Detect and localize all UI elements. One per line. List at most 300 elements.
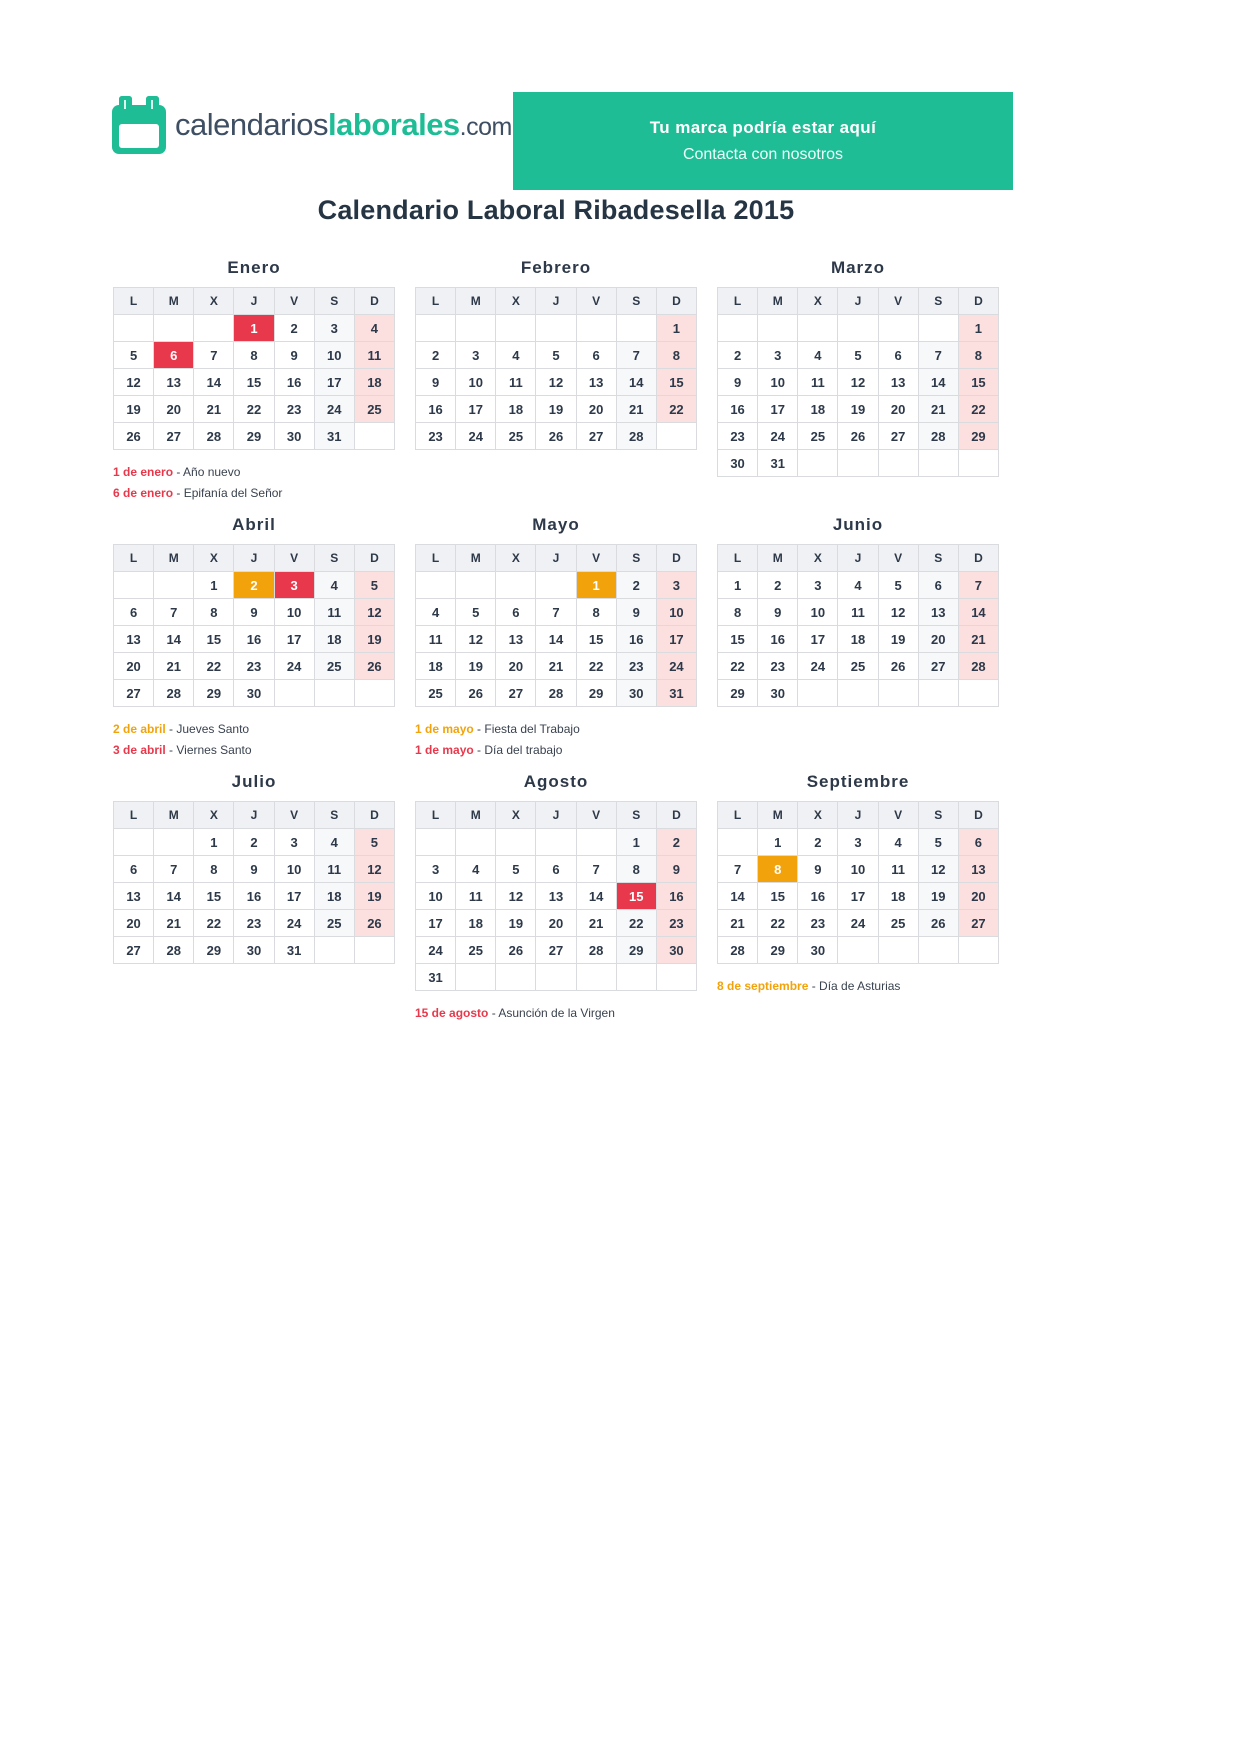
legend-date: 3 de abril xyxy=(113,743,170,757)
day-header-d: D xyxy=(656,288,696,315)
calendar-table-junio xyxy=(717,544,999,707)
day-cell-enero-24: 24 xyxy=(314,396,354,423)
day-cell-septiembre-25: 25 xyxy=(878,910,918,937)
week-row xyxy=(416,829,697,856)
day-cell-febrero-17: 17 xyxy=(456,396,496,423)
day-header-x: X xyxy=(496,545,536,572)
day-cell-agosto-16: 16 xyxy=(656,883,696,910)
day-cell-abril-21: 21 xyxy=(154,653,194,680)
day-cell-junio-10: 10 xyxy=(798,599,838,626)
legend-abril xyxy=(113,719,395,761)
day-cell-mayo-2: 2 xyxy=(616,572,656,599)
empty-cell xyxy=(114,829,154,856)
day-cell-enero-6: 6 xyxy=(154,342,194,369)
day-cell-febrero-18: 18 xyxy=(496,396,536,423)
day-cell-enero-17: 17 xyxy=(314,369,354,396)
empty-cell xyxy=(314,680,354,707)
day-cell-mayo-4: 4 xyxy=(416,599,456,626)
day-cell-enero-4: 4 xyxy=(354,315,394,342)
day-cell-marzo-17: 17 xyxy=(758,396,798,423)
calendar-table-marzo xyxy=(717,287,999,477)
day-cell-enero-26: 26 xyxy=(114,423,154,450)
day-cell-julio-25: 25 xyxy=(314,910,354,937)
empty-cell xyxy=(496,964,536,991)
day-cell-marzo-7: 7 xyxy=(918,342,958,369)
day-cell-junio-24: 24 xyxy=(798,653,838,680)
day-cell-febrero-28: 28 xyxy=(616,423,656,450)
day-cell-agosto-9: 9 xyxy=(656,856,696,883)
week-row xyxy=(718,342,999,369)
empty-cell xyxy=(456,964,496,991)
day-cell-marzo-1: 1 xyxy=(958,315,998,342)
day-header-m: M xyxy=(758,288,798,315)
month-title-junio: Junio xyxy=(832,515,884,534)
empty-cell xyxy=(838,315,878,342)
day-header-l: L xyxy=(416,288,456,315)
empty-cell xyxy=(154,829,194,856)
day-header-d: D xyxy=(656,802,696,829)
day-cell-febrero-19: 19 xyxy=(536,396,576,423)
day-cell-septiembre-23: 23 xyxy=(798,910,838,937)
day-cell-septiembre-4: 4 xyxy=(878,829,918,856)
week-row xyxy=(718,626,999,653)
day-header-j: J xyxy=(536,802,576,829)
day-cell-marzo-19: 19 xyxy=(838,396,878,423)
day-cell-marzo-22: 22 xyxy=(958,396,998,423)
day-cell-junio-15: 15 xyxy=(718,626,758,653)
day-cell-abril-4: 4 xyxy=(314,572,354,599)
week-row xyxy=(416,883,697,910)
empty-cell xyxy=(838,450,878,477)
day-header-v: V xyxy=(878,545,918,572)
day-cell-septiembre-2: 2 xyxy=(798,829,838,856)
day-cell-marzo-2: 2 xyxy=(718,342,758,369)
calendar-table-enero xyxy=(113,287,395,450)
day-header-m: M xyxy=(456,288,496,315)
day-header-x: X xyxy=(496,802,536,829)
day-cell-mayo-16: 16 xyxy=(616,626,656,653)
day-cell-agosto-28: 28 xyxy=(576,937,616,964)
legend-date: 1 de mayo xyxy=(415,722,478,736)
day-cell-enero-21: 21 xyxy=(194,396,234,423)
legend-description: - Año nuevo xyxy=(176,465,241,479)
day-cell-mayo-18: 18 xyxy=(416,653,456,680)
empty-cell xyxy=(576,315,616,342)
month-septiembre xyxy=(717,772,999,1029)
week-row xyxy=(416,937,697,964)
day-cell-marzo-25: 25 xyxy=(798,423,838,450)
day-cell-enero-23: 23 xyxy=(274,396,314,423)
day-cell-abril-8: 8 xyxy=(194,599,234,626)
week-row xyxy=(416,315,697,342)
legend-description: - Asunción de la Virgen xyxy=(491,1006,615,1020)
day-cell-septiembre-13: 13 xyxy=(958,856,998,883)
week-row xyxy=(114,680,395,707)
empty-cell xyxy=(536,829,576,856)
day-cell-agosto-29: 29 xyxy=(616,937,656,964)
day-cell-julio-7: 7 xyxy=(154,856,194,883)
legend-item xyxy=(113,483,395,504)
month-agosto xyxy=(415,772,697,1029)
day-cell-marzo-15: 15 xyxy=(958,369,998,396)
day-cell-julio-30: 30 xyxy=(234,937,274,964)
day-cell-julio-13: 13 xyxy=(114,883,154,910)
week-row xyxy=(114,396,395,423)
empty-cell xyxy=(616,315,656,342)
day-cell-enero-15: 15 xyxy=(234,369,274,396)
day-cell-septiembre-19: 19 xyxy=(918,883,958,910)
legend-item xyxy=(113,719,395,740)
day-cell-mayo-22: 22 xyxy=(576,653,616,680)
day-cell-marzo-9: 9 xyxy=(718,369,758,396)
day-cell-enero-22: 22 xyxy=(234,396,274,423)
day-cell-junio-13: 13 xyxy=(918,599,958,626)
day-cell-febrero-2: 2 xyxy=(416,342,456,369)
day-cell-enero-12: 12 xyxy=(114,369,154,396)
legend-item xyxy=(113,462,395,483)
day-cell-enero-11: 11 xyxy=(354,342,394,369)
day-cell-junio-3: 3 xyxy=(798,572,838,599)
day-header-s: S xyxy=(616,545,656,572)
day-header-v: V xyxy=(274,288,314,315)
day-header-d: D xyxy=(958,545,998,572)
day-cell-mayo-7: 7 xyxy=(536,599,576,626)
day-cell-abril-18: 18 xyxy=(314,626,354,653)
legend-agosto xyxy=(415,1003,697,1024)
day-cell-junio-16: 16 xyxy=(758,626,798,653)
day-cell-marzo-11: 11 xyxy=(798,369,838,396)
day-cell-abril-26: 26 xyxy=(354,653,394,680)
day-header-j: J xyxy=(536,545,576,572)
week-row xyxy=(416,599,697,626)
day-cell-abril-10: 10 xyxy=(274,599,314,626)
day-cell-junio-9: 9 xyxy=(758,599,798,626)
day-cell-septiembre-1: 1 xyxy=(758,829,798,856)
day-cell-julio-26: 26 xyxy=(354,910,394,937)
day-cell-mayo-1: 1 xyxy=(576,572,616,599)
day-cell-enero-31: 31 xyxy=(314,423,354,450)
day-cell-febrero-23: 23 xyxy=(416,423,456,450)
empty-cell xyxy=(758,315,798,342)
day-cell-febrero-9: 9 xyxy=(416,369,456,396)
day-cell-mayo-3: 3 xyxy=(656,572,696,599)
empty-cell xyxy=(496,572,536,599)
day-header-l: L xyxy=(114,802,154,829)
empty-cell xyxy=(416,829,456,856)
day-cell-julio-20: 20 xyxy=(114,910,154,937)
day-cell-febrero-7: 7 xyxy=(616,342,656,369)
day-cell-junio-27: 27 xyxy=(918,653,958,680)
day-cell-julio-19: 19 xyxy=(354,883,394,910)
week-row xyxy=(114,653,395,680)
week-row xyxy=(416,964,697,991)
day-cell-julio-15: 15 xyxy=(194,883,234,910)
day-cell-abril-13: 13 xyxy=(114,626,154,653)
day-cell-enero-25: 25 xyxy=(354,396,394,423)
day-cell-abril-16: 16 xyxy=(234,626,274,653)
day-cell-enero-27: 27 xyxy=(154,423,194,450)
day-cell-enero-8: 8 xyxy=(234,342,274,369)
day-cell-marzo-12: 12 xyxy=(838,369,878,396)
legend-item xyxy=(415,1003,697,1024)
day-cell-abril-25: 25 xyxy=(314,653,354,680)
day-cell-marzo-31: 31 xyxy=(758,450,798,477)
banner-contact-link[interactable]: Contacta con nosotros xyxy=(682,146,844,163)
legend-item xyxy=(415,719,697,740)
day-cell-agosto-3: 3 xyxy=(416,856,456,883)
day-cell-agosto-8: 8 xyxy=(616,856,656,883)
legend-enero xyxy=(113,462,395,504)
empty-cell xyxy=(154,315,194,342)
day-header-l: L xyxy=(416,802,456,829)
day-header-d: D xyxy=(354,802,394,829)
week-row xyxy=(114,423,395,450)
day-cell-abril-17: 17 xyxy=(274,626,314,653)
day-cell-marzo-28: 28 xyxy=(918,423,958,450)
day-cell-mayo-26: 26 xyxy=(456,680,496,707)
empty-cell xyxy=(416,572,456,599)
day-cell-febrero-3: 3 xyxy=(456,342,496,369)
day-cell-junio-20: 20 xyxy=(918,626,958,653)
legend-mayo xyxy=(415,719,697,761)
month-marzo xyxy=(717,258,999,515)
day-cell-enero-10: 10 xyxy=(314,342,354,369)
site-logo[interactable] xyxy=(112,96,512,154)
week-row xyxy=(718,856,999,883)
empty-cell xyxy=(354,680,394,707)
week-row xyxy=(416,653,697,680)
day-cell-septiembre-21: 21 xyxy=(718,910,758,937)
day-cell-julio-29: 29 xyxy=(194,937,234,964)
calendar-table-agosto xyxy=(415,801,697,991)
legend-item xyxy=(415,740,697,761)
day-cell-mayo-25: 25 xyxy=(416,680,456,707)
legend-description: - Día de Asturias xyxy=(811,979,901,993)
day-cell-septiembre-22: 22 xyxy=(758,910,798,937)
day-cell-julio-1: 1 xyxy=(194,829,234,856)
day-cell-abril-5: 5 xyxy=(354,572,394,599)
day-cell-febrero-21: 21 xyxy=(616,396,656,423)
day-cell-febrero-10: 10 xyxy=(456,369,496,396)
day-cell-julio-6: 6 xyxy=(114,856,154,883)
day-cell-junio-2: 2 xyxy=(758,572,798,599)
day-cell-febrero-12: 12 xyxy=(536,369,576,396)
day-cell-julio-16: 16 xyxy=(234,883,274,910)
day-header-j: J xyxy=(838,288,878,315)
week-row xyxy=(718,599,999,626)
day-cell-septiembre-15: 15 xyxy=(758,883,798,910)
day-cell-julio-17: 17 xyxy=(274,883,314,910)
day-cell-agosto-11: 11 xyxy=(456,883,496,910)
day-cell-septiembre-29: 29 xyxy=(758,937,798,964)
day-cell-abril-28: 28 xyxy=(154,680,194,707)
empty-cell xyxy=(536,572,576,599)
day-cell-enero-13: 13 xyxy=(154,369,194,396)
logo-part-com: .com xyxy=(459,113,512,141)
day-cell-enero-20: 20 xyxy=(154,396,194,423)
day-header-l: L xyxy=(114,288,154,315)
day-cell-agosto-4: 4 xyxy=(456,856,496,883)
week-row xyxy=(718,829,999,856)
week-row xyxy=(114,883,395,910)
day-cell-agosto-25: 25 xyxy=(456,937,496,964)
empty-cell xyxy=(314,937,354,964)
day-cell-septiembre-30: 30 xyxy=(798,937,838,964)
week-row xyxy=(114,599,395,626)
empty-cell xyxy=(496,829,536,856)
day-cell-mayo-20: 20 xyxy=(496,653,536,680)
week-row xyxy=(114,829,395,856)
day-cell-febrero-24: 24 xyxy=(456,423,496,450)
week-row xyxy=(416,856,697,883)
day-cell-mayo-23: 23 xyxy=(616,653,656,680)
day-cell-agosto-14: 14 xyxy=(576,883,616,910)
day-cell-septiembre-26: 26 xyxy=(918,910,958,937)
empty-cell xyxy=(718,315,758,342)
week-row xyxy=(114,626,395,653)
day-cell-agosto-10: 10 xyxy=(416,883,456,910)
day-cell-agosto-24: 24 xyxy=(416,937,456,964)
week-row xyxy=(718,680,999,707)
empty-cell xyxy=(154,572,194,599)
day-cell-julio-5: 5 xyxy=(354,829,394,856)
day-cell-julio-11: 11 xyxy=(314,856,354,883)
month-title-enero: Enero xyxy=(227,258,281,277)
ad-banner[interactable] xyxy=(513,92,1013,190)
day-cell-abril-20: 20 xyxy=(114,653,154,680)
day-header-x: X xyxy=(194,802,234,829)
day-cell-mayo-10: 10 xyxy=(656,599,696,626)
day-header-s: S xyxy=(314,545,354,572)
day-cell-abril-29: 29 xyxy=(194,680,234,707)
day-cell-enero-1: 1 xyxy=(234,315,274,342)
calendar-table-septiembre xyxy=(717,801,999,964)
day-cell-agosto-12: 12 xyxy=(496,883,536,910)
day-cell-junio-25: 25 xyxy=(838,653,878,680)
day-cell-enero-9: 9 xyxy=(274,342,314,369)
day-cell-junio-11: 11 xyxy=(838,599,878,626)
day-header-s: S xyxy=(616,288,656,315)
day-cell-septiembre-11: 11 xyxy=(878,856,918,883)
legend-description: - Viernes Santo xyxy=(169,743,252,757)
day-header-v: V xyxy=(878,288,918,315)
day-header-x: X xyxy=(496,288,536,315)
day-cell-junio-26: 26 xyxy=(878,653,918,680)
day-cell-junio-1: 1 xyxy=(718,572,758,599)
day-header-m: M xyxy=(456,802,496,829)
month-febrero xyxy=(415,258,697,515)
week-row xyxy=(416,572,697,599)
day-cell-mayo-15: 15 xyxy=(576,626,616,653)
legend-item xyxy=(113,740,395,761)
week-row xyxy=(718,423,999,450)
day-header-m: M xyxy=(154,545,194,572)
empty-cell xyxy=(194,315,234,342)
week-row xyxy=(114,572,395,599)
day-cell-junio-5: 5 xyxy=(878,572,918,599)
week-row xyxy=(718,450,999,477)
week-row xyxy=(416,342,697,369)
empty-cell xyxy=(114,572,154,599)
calendar-table-julio xyxy=(113,801,395,964)
week-row xyxy=(718,369,999,396)
day-cell-enero-16: 16 xyxy=(274,369,314,396)
empty-cell xyxy=(918,450,958,477)
day-header-x: X xyxy=(798,288,838,315)
logo-part-laborales: laborales xyxy=(328,107,460,142)
banner-headline: Tu marca podría estar aquí xyxy=(649,118,877,137)
empty-cell xyxy=(718,829,758,856)
day-cell-marzo-20: 20 xyxy=(878,396,918,423)
day-header-x: X xyxy=(798,545,838,572)
empty-cell xyxy=(918,680,958,707)
day-cell-agosto-22: 22 xyxy=(616,910,656,937)
week-row xyxy=(718,653,999,680)
day-cell-agosto-2: 2 xyxy=(656,829,696,856)
day-header-m: M xyxy=(758,802,798,829)
day-cell-septiembre-16: 16 xyxy=(798,883,838,910)
week-row xyxy=(416,423,697,450)
empty-cell xyxy=(838,680,878,707)
calendar-icon xyxy=(112,96,166,154)
day-cell-junio-6: 6 xyxy=(918,572,958,599)
day-cell-julio-18: 18 xyxy=(314,883,354,910)
day-header-d: D xyxy=(354,545,394,572)
day-cell-septiembre-24: 24 xyxy=(838,910,878,937)
day-header-v: V xyxy=(274,802,314,829)
day-cell-agosto-30: 30 xyxy=(656,937,696,964)
day-cell-junio-23: 23 xyxy=(758,653,798,680)
day-cell-enero-7: 7 xyxy=(194,342,234,369)
month-enero xyxy=(113,258,395,515)
week-row xyxy=(718,883,999,910)
week-row xyxy=(718,937,999,964)
empty-cell xyxy=(496,315,536,342)
legend-date: 8 de septiembre xyxy=(717,979,812,993)
day-header-j: J xyxy=(536,288,576,315)
day-cell-julio-23: 23 xyxy=(234,910,274,937)
month-title-julio: Julio xyxy=(231,772,277,791)
day-cell-febrero-15: 15 xyxy=(656,369,696,396)
day-cell-abril-24: 24 xyxy=(274,653,314,680)
day-cell-enero-5: 5 xyxy=(114,342,154,369)
empty-cell xyxy=(536,315,576,342)
day-cell-julio-14: 14 xyxy=(154,883,194,910)
week-row xyxy=(718,910,999,937)
day-cell-febrero-4: 4 xyxy=(496,342,536,369)
day-header-x: X xyxy=(194,288,234,315)
empty-cell xyxy=(656,423,696,450)
month-title-febrero: Febrero xyxy=(520,258,592,277)
day-cell-abril-1: 1 xyxy=(194,572,234,599)
day-header-j: J xyxy=(234,802,274,829)
month-title-septiembre: Septiembre xyxy=(806,772,910,791)
day-cell-julio-2: 2 xyxy=(234,829,274,856)
legend-date: 15 de agosto xyxy=(415,1006,492,1020)
day-cell-enero-3: 3 xyxy=(314,315,354,342)
day-cell-septiembre-28: 28 xyxy=(718,937,758,964)
day-cell-agosto-23: 23 xyxy=(656,910,696,937)
day-cell-abril-9: 9 xyxy=(234,599,274,626)
legend-description: - Fiesta del Trabajo xyxy=(477,722,580,736)
day-cell-mayo-5: 5 xyxy=(456,599,496,626)
week-row xyxy=(416,626,697,653)
day-cell-mayo-30: 30 xyxy=(616,680,656,707)
day-header-v: V xyxy=(576,545,616,572)
day-cell-enero-28: 28 xyxy=(194,423,234,450)
day-cell-junio-21: 21 xyxy=(958,626,998,653)
day-cell-julio-22: 22 xyxy=(194,910,234,937)
